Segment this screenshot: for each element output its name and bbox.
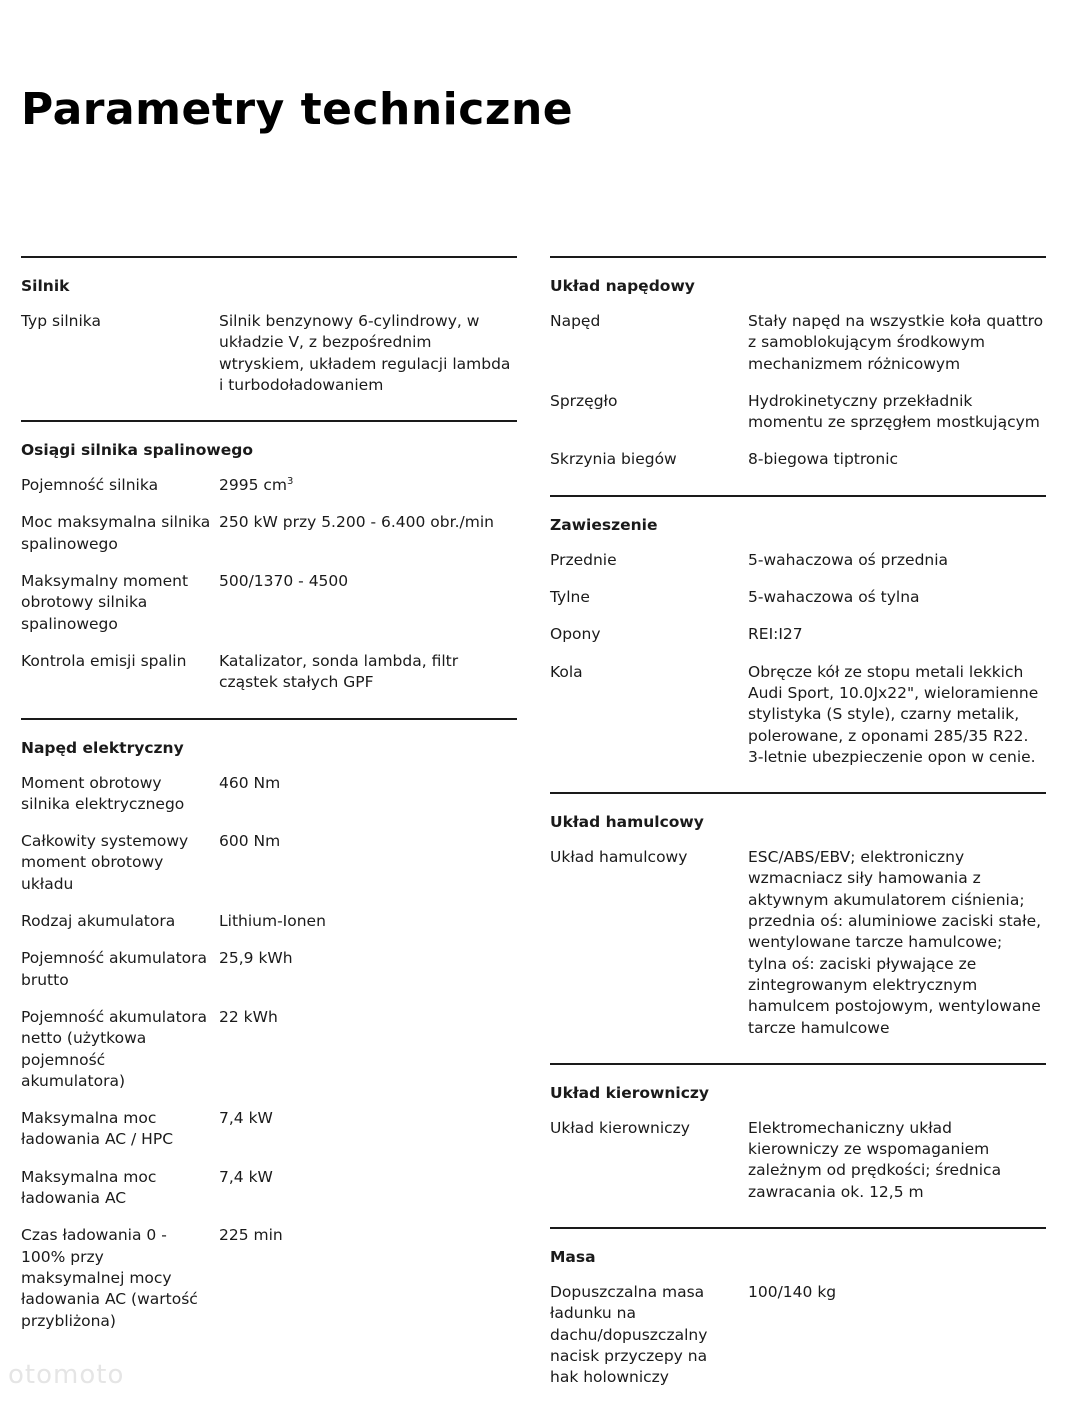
spec-label: Całkowity systemowy moment obrotowy układu: [21, 832, 189, 893]
spec-label: Maksymalna moc ładowania AC: [21, 1167, 157, 1208]
spec-value-text: Stały napęd na wszystkie koła quattro z samoblokującym środkowym mechanizmem różnicowym: [748, 312, 1044, 373]
spec-value-text: 8-biegowa tiptronic: [748, 450, 899, 469]
spec-value-text: Hydrokinetyczny przekładnik momentu ze sprzęgłem mostkującym: [748, 391, 1040, 432]
spec-row: [21, 475, 517, 496]
spec-row: [21, 948, 517, 991]
spec-value-text: 7,4 kW: [219, 1109, 273, 1128]
spec-row: [550, 449, 1046, 470]
spec-label: Typ silnika: [21, 312, 102, 330]
section-title: Osiągi silnika spalinowego: [21, 441, 254, 460]
spec-value-text: 460 Nm: [219, 773, 281, 792]
spec-row: [21, 831, 517, 895]
right-spec-column: [550, 256, 1046, 1413]
spec-value-text: 22 kWh: [219, 1007, 278, 1026]
spec-row: [550, 662, 1046, 768]
section-title: Masa: [550, 1248, 596, 1267]
spec-label: Pojemność akumulatora netto (użytkowa pojemność akumulatora): [21, 1007, 208, 1090]
spec-value: [748, 449, 1046, 470]
spec-row: [21, 1225, 517, 1331]
spec-value: [748, 847, 1046, 1039]
spec-value-text: Silnik benzynowy 6-cylindrowy, w układzie V, z bezpośrednim wtryskiem, układem regulacji lambda i turbodoładowaniem: [219, 312, 511, 394]
spec-value: [748, 311, 1046, 375]
spec-row: [550, 624, 1046, 645]
spec-value-text: Elektromechaniczny układ kierowniczy ze wspomaganiem zależnym od prędkości; średnica zawracania ok. 12,5 m: [748, 1118, 1002, 1201]
unit-superscript: 3: [287, 476, 294, 488]
spec-row: [550, 847, 1046, 1039]
spec-row: [550, 311, 1046, 375]
spec-label: Maksymalna moc ładowania AC / HPC: [21, 1109, 174, 1149]
spec-label: Rodzaj akumulatora: [21, 912, 176, 931]
section-title: Układ napędowy: [550, 277, 695, 295]
spec-value-text: 5-wahaczowa oś przednia: [748, 550, 949, 569]
spec-value: [219, 475, 517, 496]
page-title: Parametry techniczne: [21, 84, 574, 135]
spec-row: [21, 773, 517, 816]
spec-value: [219, 651, 517, 694]
spec-label: Moc maksymalna silnika spalinowego: [21, 513, 211, 553]
spec-value: [219, 948, 517, 991]
spec-row: [21, 1108, 517, 1151]
spec-row: [21, 1167, 517, 1210]
spec-value: [219, 831, 517, 895]
spec-value: [748, 1118, 1046, 1203]
spec-row: [21, 571, 517, 635]
spec-label: Układ kierowniczy: [550, 1118, 690, 1137]
spec-section-uklad-kierowniczy: [550, 1063, 1046, 1227]
spec-value-text: 225 min: [219, 1226, 283, 1245]
spec-label: Tylne: [550, 588, 590, 607]
spec-label: Moment obrotowy silnika elektrycznego: [21, 773, 185, 813]
spec-label: Kontrola emisji spalin: [21, 651, 187, 670]
spec-section-naped-elektryczny: [21, 718, 517, 1356]
spec-value-text: 5-wahaczowa oś tylna: [748, 588, 920, 607]
spec-value-text: Katalizator, sonda lambda, filtr cząstek stałych GPF: [219, 651, 459, 692]
spec-value: [219, 311, 517, 396]
spec-value: [219, 1225, 517, 1331]
spec-value-text: 25,9 kWh: [219, 949, 293, 968]
watermark-logo: otomoto: [8, 1360, 125, 1390]
spec-label: Opony: [550, 625, 601, 644]
spec-row: [21, 1007, 517, 1092]
spec-section-osiagi-silnika-spalinowego: [21, 420, 517, 717]
spec-value: [748, 550, 1046, 571]
spec-value-text: Obręcze kół ze stopu metali lekkich Audi Sport, 10.0Jx22", wieloramienne stylistyka (S style), czarny metalik, polerowane, z oponami 285/35 R22. 3-letnie ubezpieczenie opon w cenie.: [748, 662, 1039, 766]
spec-section-zawieszenie: [550, 495, 1046, 792]
spec-label: Kola: [550, 662, 583, 681]
spec-value: [219, 512, 517, 555]
spec-label: Układ hamulcowy: [550, 848, 688, 867]
spec-value-text: 7,4 kW: [219, 1167, 273, 1186]
spec-row: [550, 391, 1046, 434]
spec-value: [219, 571, 517, 635]
section-title: Zawieszenie: [550, 515, 658, 534]
spec-value: [219, 773, 517, 816]
spec-label: Sprzęgło: [550, 391, 618, 410]
spec-value-text: 100/140 kg: [748, 1283, 837, 1302]
spec-value: [748, 587, 1046, 608]
section-title: Układ hamulcowy: [550, 813, 704, 832]
section-title: Układ kierowniczy: [550, 1083, 710, 1102]
spec-label: Pojemność silnika: [21, 476, 159, 495]
spec-label: Napęd: [550, 312, 601, 330]
section-title: Silnik: [21, 277, 70, 295]
left-spec-column: [21, 256, 517, 1356]
spec-value-text: 2995 cm: [219, 476, 287, 495]
spec-value-text: 500/1370 - 4500: [219, 572, 349, 591]
spec-row: [550, 550, 1046, 571]
spec-label: Skrzynia biegów: [550, 450, 677, 469]
spec-value: [748, 1282, 1046, 1388]
spec-row: [21, 512, 517, 555]
spec-value-text: ESC/ABS/EBV; elektroniczny wzmacniacz siły hamowania z aktywnym akumulatorem ciśnienia; przednia oś: aluminiowe zaciski stałe, wentylowane tarcze hamulcowe; tylna oś: zaciski pływające ze zintegrowanym elektrycznym hamulcem postojowym, wentylowane tarcze hamulcowe: [748, 848, 1042, 1037]
spec-label: Maksymalny moment obrotowy silnika spalinowego: [21, 572, 189, 633]
spec-row: [21, 651, 517, 694]
section-title: Napęd elektryczny: [21, 738, 184, 757]
spec-section-silnik: [21, 256, 517, 420]
spec-value: [219, 1108, 517, 1151]
spec-row: [21, 311, 517, 396]
spec-value: [219, 911, 517, 932]
spec-row: [550, 1118, 1046, 1203]
spec-label: Dopuszczalna masa ładunku na dachu/dopuszczalny nacisk przyczepy na hak holowniczy: [550, 1283, 708, 1387]
spec-section-masa: [550, 1227, 1046, 1412]
spec-label: Pojemność akumulatora brutto: [21, 949, 208, 989]
spec-value-text: 600 Nm: [219, 832, 281, 851]
spec-label: Przednie: [550, 550, 617, 569]
spec-row: [550, 1282, 1046, 1388]
spec-value: [748, 391, 1046, 434]
spec-section-uklad-hamulcowy: [550, 792, 1046, 1063]
spec-value: [748, 624, 1046, 645]
spec-value: [219, 1167, 517, 1210]
spec-label: Czas ładowania 0 - 100% przy maksymalnej mocy ładowania AC (wartość przybliżona): [21, 1226, 198, 1330]
spec-value: [748, 662, 1046, 768]
spec-row: [21, 911, 517, 932]
spec-value-text: Lithium-Ionen: [219, 912, 326, 931]
spec-value-text: 250 kW przy 5.200 - 6.400 obr./min: [219, 513, 494, 532]
spec-row: [550, 587, 1046, 608]
spec-value-text: REI:I27: [748, 625, 803, 644]
spec-value: [219, 1007, 517, 1092]
spec-section-uklad-napedowy: [550, 256, 1046, 495]
